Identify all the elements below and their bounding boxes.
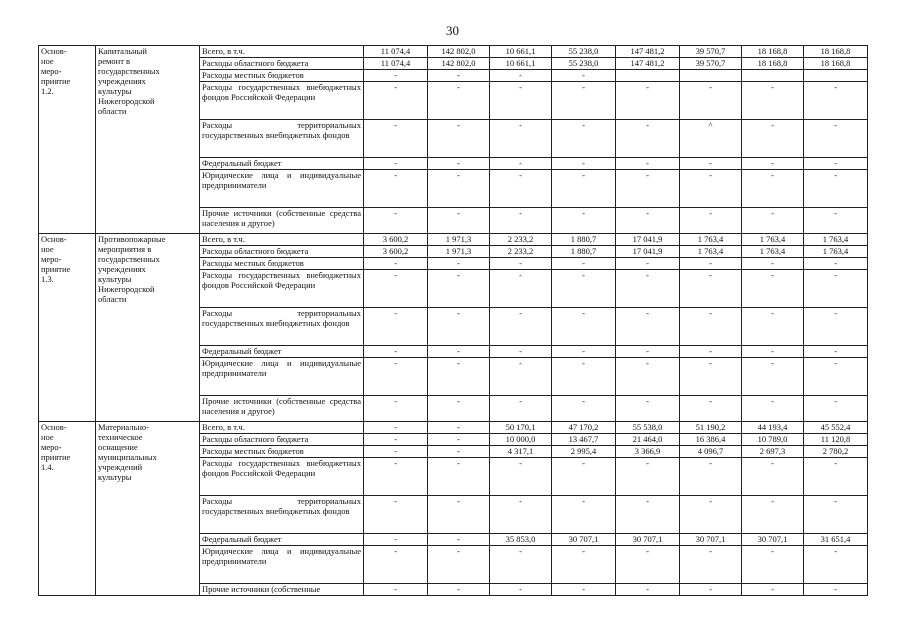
amount-cell: - (680, 170, 742, 208)
amount-cell: - (428, 308, 490, 346)
amount-cell: - (742, 120, 804, 158)
amount-cell: - (680, 208, 742, 234)
amount-cell: - (680, 546, 742, 584)
amount-cell: 44 193,4 (742, 422, 804, 434)
amount-cell: - (742, 396, 804, 422)
amount-cell: 10 000,0 (490, 434, 552, 446)
activity-name: Капитальный ремонт в государственных учреждениях культуры Нижегородской области (96, 46, 200, 234)
amount-cell: - (742, 170, 804, 208)
amount-cell: - (364, 458, 428, 496)
amount-cell: - (490, 308, 552, 346)
funding-source: Юридические лица и индивидуальные предприниматели (200, 358, 364, 396)
amount-cell: - (364, 346, 428, 358)
amount-cell: - (490, 584, 552, 596)
amount-cell: - (804, 496, 868, 534)
amount-cell: - (552, 270, 616, 308)
amount-cell: - (742, 258, 804, 270)
amount-cell: - (364, 396, 428, 422)
funding-source: Расходы областного бюджета (200, 434, 364, 446)
amount-cell: - (616, 346, 680, 358)
amount-cell: - (364, 258, 428, 270)
amount-cell: - (552, 170, 616, 208)
table-row (39, 422, 868, 434)
funding-source: Расходы местных бюджетов (200, 258, 364, 270)
amount-cell: - (742, 346, 804, 358)
amount-cell: - (616, 584, 680, 596)
amount-cell: - (428, 496, 490, 534)
amount-cell: - (364, 308, 428, 346)
funding-source: Всего, в т.ч. (200, 234, 364, 246)
amount-cell: - (552, 308, 616, 346)
amount-cell: - (616, 396, 680, 422)
funding-source: Расходы территориальных государственных внебюджетных фондов (200, 496, 364, 534)
amount-cell: 39 570,7 (680, 46, 742, 58)
amount-cell: - (742, 458, 804, 496)
amount-cell: 1 880,7 (552, 246, 616, 258)
amount-cell: - (680, 584, 742, 596)
page-number: 30 (446, 23, 459, 38)
funding-source: Расходы территориальных государственных внебюджетных фондов (200, 120, 364, 158)
amount-cell: - (804, 358, 868, 396)
amount-cell: - (742, 308, 804, 346)
amount-cell: - (552, 346, 616, 358)
amount-cell: - (428, 396, 490, 422)
amount-cell: - (680, 82, 742, 120)
amount-cell: 39 570,7 (680, 58, 742, 70)
amount-cell: - (616, 496, 680, 534)
funding-source: Всего, в т.ч. (200, 46, 364, 58)
amount-cell: 30 707,1 (680, 534, 742, 546)
amount-cell: - (742, 208, 804, 234)
amount-cell: - (490, 270, 552, 308)
amount-cell: - (616, 546, 680, 584)
amount-cell: 45 552,4 (804, 422, 868, 434)
amount-cell: - (490, 458, 552, 496)
amount-cell (680, 70, 742, 82)
table-row (39, 234, 868, 246)
amount-cell: - (364, 534, 428, 546)
amount-cell: 1 880,7 (552, 234, 616, 246)
amount-cell: 55 238,0 (552, 46, 616, 58)
amount-cell: - (552, 458, 616, 496)
amount-cell: 18 168,8 (804, 46, 868, 58)
amount-cell: 30 707,1 (742, 534, 804, 546)
amount-cell: - (742, 158, 804, 170)
amount-cell: - (364, 584, 428, 596)
amount-cell: 18 168,8 (742, 58, 804, 70)
amount-cell: - (616, 170, 680, 208)
amount-cell: - (428, 422, 490, 434)
amount-cell: - (804, 208, 868, 234)
activity-name: Материально- техническое оснащение муниципальных учреждений культуры (96, 422, 200, 596)
amount-cell: - (680, 458, 742, 496)
amount-cell: - (364, 422, 428, 434)
amount-cell: - (616, 158, 680, 170)
amount-cell: - (680, 358, 742, 396)
amount-cell: - (364, 170, 428, 208)
funding-source: Прочие источники (собственные средства населения и другое) (200, 208, 364, 234)
amount-cell: - (680, 258, 742, 270)
amount-cell: - (616, 308, 680, 346)
amount-cell: - (490, 158, 552, 170)
amount-cell: - (742, 82, 804, 120)
budget-table (38, 45, 868, 596)
amount-cell: 13 467,7 (552, 434, 616, 446)
amount-cell: - (552, 70, 616, 82)
table-row (39, 46, 868, 58)
amount-cell (742, 70, 804, 82)
amount-cell: - (490, 82, 552, 120)
amount-cell: - (552, 258, 616, 270)
amount-cell: - (428, 546, 490, 584)
funding-source: Расходы государственных внебюджетных фондов Российской Федерации (200, 82, 364, 120)
amount-cell: - (742, 584, 804, 596)
amount-cell: - (804, 584, 868, 596)
amount-cell: - (742, 496, 804, 534)
amount-cell: 17 041,9 (616, 246, 680, 258)
amount-cell: - (680, 158, 742, 170)
amount-cell: - (552, 546, 616, 584)
amount-cell: - (364, 434, 428, 446)
amount-cell: 2 233,2 (490, 234, 552, 246)
amount-cell: - (804, 170, 868, 208)
amount-cell: - (364, 70, 428, 82)
amount-cell: 47 170,2 (552, 422, 616, 434)
funding-source: Расходы территориальных государственных внебюджетных фондов (200, 308, 364, 346)
funding-source: Юридические лица и индивидуальные предприниматели (200, 546, 364, 584)
amount-cell: 30 707,1 (552, 534, 616, 546)
amount-cell: - (680, 396, 742, 422)
amount-cell: 4 317,1 (490, 446, 552, 458)
amount-cell: - (552, 120, 616, 158)
amount-cell: - (364, 158, 428, 170)
amount-cell: - (552, 208, 616, 234)
activity-code: Основ- ное меро- приятие 1.2. (39, 46, 96, 234)
amount-cell: 55 238,0 (552, 58, 616, 70)
amount-cell: - (804, 308, 868, 346)
amount-cell: - (490, 358, 552, 396)
funding-source: Расходы местных бюджетов (200, 70, 364, 82)
amount-cell (804, 70, 868, 82)
amount-cell: - (490, 346, 552, 358)
amount-cell: - (616, 208, 680, 234)
amount-cell: - (804, 396, 868, 422)
amount-cell: - (428, 120, 490, 158)
amount-cell: - (428, 584, 490, 596)
amount-cell: - (804, 546, 868, 584)
funding-source: Всего, в т.ч. (200, 422, 364, 434)
amount-cell: 2 233,2 (490, 246, 552, 258)
amount-cell: 3 600,2 (364, 246, 428, 258)
amount-cell: - (364, 358, 428, 396)
amount-cell: - (364, 120, 428, 158)
amount-cell: 147 481,2 (616, 46, 680, 58)
amount-cell: - (804, 458, 868, 496)
amount-cell: 142 802,0 (428, 46, 490, 58)
amount-cell: - (552, 396, 616, 422)
amount-cell: - (680, 346, 742, 358)
funding-source: Расходы областного бюджета (200, 246, 364, 258)
funding-source: Расходы государственных внебюджетных фондов Российской Федерации (200, 458, 364, 496)
amount-cell: 51 190,2 (680, 422, 742, 434)
amount-cell: - (804, 346, 868, 358)
amount-cell: - (616, 270, 680, 308)
amount-cell: - (552, 496, 616, 534)
activity-code: Основ- ное меро- приятие 1.4. (39, 422, 96, 596)
amount-cell: - (680, 496, 742, 534)
amount-cell: 31 651,4 (804, 534, 868, 546)
amount-cell: 1 763,4 (804, 246, 868, 258)
amount-cell: - (616, 358, 680, 396)
amount-cell: 3 600,2 (364, 234, 428, 246)
amount-cell: - (428, 70, 490, 82)
amount-cell: 1 763,4 (742, 246, 804, 258)
amount-cell: 21 464,0 (616, 434, 680, 446)
amount-cell: - (804, 120, 868, 158)
amount-cell: - (364, 546, 428, 584)
amount-cell: 50 170,1 (490, 422, 552, 434)
activity-code: Основ- ное меро- приятие 1.3. (39, 234, 96, 422)
funding-source: Федеральный бюджет (200, 534, 364, 546)
amount-cell: 55 538,0 (616, 422, 680, 434)
amount-cell: 1 763,4 (680, 234, 742, 246)
amount-cell: 147 481,2 (616, 58, 680, 70)
amount-cell (616, 70, 680, 82)
amount-cell: 2 995,4 (552, 446, 616, 458)
amount-cell: - (428, 434, 490, 446)
amount-cell: 10 661,1 (490, 58, 552, 70)
amount-cell: - (490, 120, 552, 158)
amount-cell: 17 041,9 (616, 234, 680, 246)
amount-cell: - (428, 358, 490, 396)
funding-source: Прочие источники (собственные средства населения и другое) (200, 396, 364, 422)
amount-cell: - (364, 496, 428, 534)
amount-cell: - (490, 208, 552, 234)
funding-source: Расходы государственных внебюджетных фондов Российской Федерации (200, 270, 364, 308)
amount-cell: 10 789,0 (742, 434, 804, 446)
amount-cell: - (364, 270, 428, 308)
amount-cell: 1 763,4 (680, 246, 742, 258)
funding-source: Расходы областного бюджета (200, 58, 364, 70)
amount-cell: - (428, 158, 490, 170)
amount-cell: 2 780,2 (804, 446, 868, 458)
amount-cell: 30 707,1 (616, 534, 680, 546)
amount-cell: - (428, 346, 490, 358)
amount-cell: - (804, 270, 868, 308)
amount-cell: - (364, 82, 428, 120)
activity-name: Противопожарные мероприятия в государственных учреждениях культуры Нижегородской области (96, 234, 200, 422)
amount-cell: 35 853,0 (490, 534, 552, 546)
amount-cell: - (428, 82, 490, 120)
funding-source: Федеральный бюджет (200, 158, 364, 170)
amount-cell: - (428, 534, 490, 546)
amount-cell: 18 168,8 (742, 46, 804, 58)
amount-cell: - (804, 158, 868, 170)
amount-cell: - (552, 82, 616, 120)
amount-cell: 10 661,1 (490, 46, 552, 58)
amount-cell: - (616, 120, 680, 158)
amount-cell: - (490, 496, 552, 534)
funding-source: Федеральный бюджет (200, 346, 364, 358)
amount-cell: - (490, 546, 552, 584)
amount-cell: - (616, 458, 680, 496)
amount-cell: - (364, 208, 428, 234)
funding-source: Прочие источники (собственные (200, 584, 364, 596)
amount-cell: - (490, 70, 552, 82)
amount-cell: - (680, 270, 742, 308)
amount-cell: - (490, 170, 552, 208)
amount-cell: - (490, 396, 552, 422)
amount-cell: 11 074,4 (364, 46, 428, 58)
amount-cell: 11 074,4 (364, 58, 428, 70)
amount-cell: 1 971,3 (428, 246, 490, 258)
amount-cell: - (552, 358, 616, 396)
amount-cell: - (364, 446, 428, 458)
amount-cell: 4 096,7 (680, 446, 742, 458)
amount-cell: - (742, 270, 804, 308)
amount-cell: - (742, 358, 804, 396)
amount-cell: - (552, 158, 616, 170)
amount-cell: - (804, 82, 868, 120)
amount-cell: - (428, 258, 490, 270)
amount-cell: 2 697,3 (742, 446, 804, 458)
amount-cell: ^ (680, 120, 742, 158)
amount-cell: - (428, 170, 490, 208)
amount-cell: 1 971,3 (428, 234, 490, 246)
amount-cell: - (428, 458, 490, 496)
amount-cell: - (616, 82, 680, 120)
amount-cell: - (804, 258, 868, 270)
amount-cell: 18 168,8 (804, 58, 868, 70)
amount-cell: 16 386,4 (680, 434, 742, 446)
amount-cell: 11 120,8 (804, 434, 868, 446)
funding-source: Расходы местных бюджетов (200, 446, 364, 458)
amount-cell: - (616, 258, 680, 270)
amount-cell: - (428, 208, 490, 234)
amount-cell: 142 802,0 (428, 58, 490, 70)
amount-cell: - (742, 546, 804, 584)
amount-cell: 1 763,4 (804, 234, 868, 246)
amount-cell: - (428, 270, 490, 308)
funding-source: Юридические лица и индивидуальные предприниматели (200, 170, 364, 208)
amount-cell: - (490, 258, 552, 270)
amount-cell: - (680, 308, 742, 346)
amount-cell: 1 763,4 (742, 234, 804, 246)
amount-cell: - (428, 446, 490, 458)
amount-cell: - (552, 584, 616, 596)
amount-cell: 3 366,9 (616, 446, 680, 458)
